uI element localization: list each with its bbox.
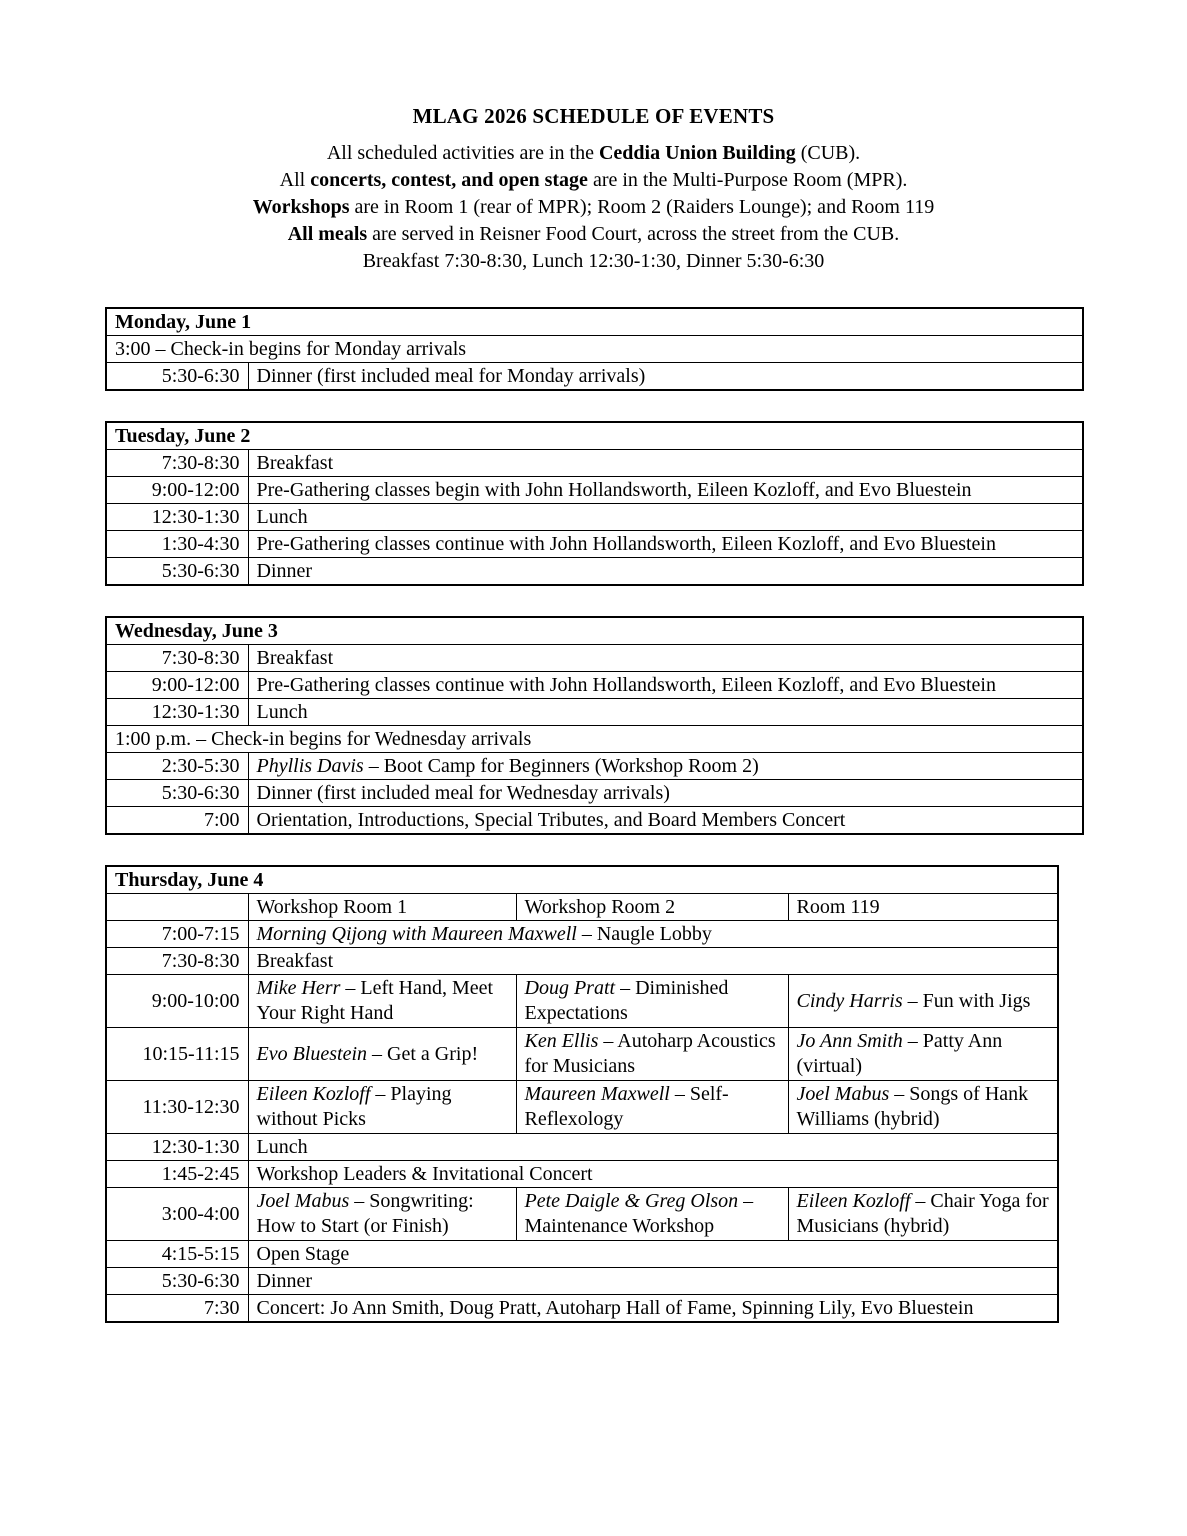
schedule-row bbox=[106, 477, 1083, 504]
bold-text: All meals bbox=[287, 223, 368, 245]
presenter-name: Ken Ellis bbox=[524, 1030, 599, 1052]
event-cell bbox=[248, 1241, 1058, 1268]
presenter-name: Mike Herr bbox=[256, 977, 341, 999]
presenter-name: Cindy Harris bbox=[796, 989, 903, 1012]
text-segment: All scheduled activities are in the bbox=[326, 142, 599, 164]
presenter-name: Eileen Kozloff bbox=[256, 1083, 371, 1105]
event-cell bbox=[248, 1295, 1058, 1323]
presenter-name: Jo Ann Smith bbox=[796, 1030, 903, 1052]
room-header: Room 119 bbox=[788, 894, 1058, 921]
bold-text: concerts, contest, and open stage bbox=[310, 169, 588, 191]
text-segment: Breakfast bbox=[256, 950, 334, 972]
time-cell: 7:30 bbox=[106, 1295, 248, 1323]
schedule-row bbox=[106, 531, 1083, 558]
intro-line bbox=[105, 140, 1082, 167]
event-cell bbox=[248, 672, 1083, 699]
presenter-name: Morning Qijong with Maureen Maxwell bbox=[256, 923, 577, 945]
time-cell: 3:00-4:00 bbox=[106, 1188, 248, 1241]
workshop-cell bbox=[248, 975, 516, 1028]
schedule-row bbox=[106, 807, 1083, 835]
schedule-table-monday bbox=[105, 307, 1084, 391]
text-segment: Lunch bbox=[256, 1136, 308, 1158]
bold-text: Ceddia Union Building bbox=[598, 142, 796, 164]
schedule-row bbox=[106, 1081, 1058, 1134]
time-cell: 10:15-11:15 bbox=[106, 1028, 248, 1081]
text-segment: Open Stage bbox=[256, 1243, 350, 1265]
text-segment: Breakfast bbox=[256, 452, 334, 474]
workshop-cell bbox=[788, 1081, 1058, 1134]
text-segment: – Diminished Expectations bbox=[524, 977, 729, 1024]
schedule-row bbox=[106, 1134, 1058, 1161]
time-cell: 5:30-6:30 bbox=[106, 363, 248, 391]
time-cell: 5:30-6:30 bbox=[106, 1268, 248, 1295]
day-header: Tuesday, June 2 bbox=[106, 422, 1083, 450]
text-segment: Dinner (first included meal for Wednesday arrivals) bbox=[256, 782, 670, 804]
text-segment: – Self-Reflexology bbox=[524, 1083, 729, 1130]
event-cell bbox=[248, 948, 1058, 975]
day-header: Wednesday, June 3 bbox=[106, 617, 1083, 645]
event-cell bbox=[248, 558, 1083, 586]
text-segment: are in Room 1 (rear of MPR); Room 2 (Raiders Lounge); and Room 119 bbox=[349, 196, 935, 218]
schedule-row bbox=[106, 948, 1058, 975]
time-cell: 12:30-1:30 bbox=[106, 1134, 248, 1161]
event-cell bbox=[248, 1268, 1058, 1295]
presenter-name: Maureen Maxwell bbox=[524, 1083, 670, 1105]
text-segment: – Fun with Jigs bbox=[902, 989, 1031, 1012]
text-segment: 1:00 p.m. – Check-in begins for Wednesday arrivals bbox=[115, 728, 532, 750]
time-cell: 7:00 bbox=[106, 807, 248, 835]
event-cell bbox=[248, 807, 1083, 835]
presenter-name: Phyllis Davis bbox=[256, 755, 364, 777]
text-segment: All bbox=[279, 169, 311, 191]
text-segment: are in the Multi-Purpose Room (MPR). bbox=[587, 169, 908, 191]
schedule-row bbox=[106, 726, 1083, 753]
schedule-table-wednesday bbox=[105, 616, 1084, 835]
workshop-cell bbox=[248, 1188, 516, 1241]
time-cell: 9:00-12:00 bbox=[106, 672, 248, 699]
schedule-row bbox=[106, 1161, 1058, 1188]
workshop-cell bbox=[516, 1081, 788, 1134]
text-segment: – Get a Grip! bbox=[367, 1042, 479, 1065]
text-segment: are served in Reisner Food Court, across the street from the CUB. bbox=[367, 223, 900, 245]
event-cell bbox=[248, 504, 1083, 531]
time-cell: 7:30-8:30 bbox=[106, 450, 248, 477]
event-cell bbox=[248, 363, 1083, 391]
time-cell: 7:30-8:30 bbox=[106, 948, 248, 975]
presenter-name: Eileen Kozloff bbox=[796, 1190, 911, 1212]
intro-line bbox=[105, 167, 1082, 194]
intro-line bbox=[105, 248, 1082, 275]
time-cell: 1:30-4:30 bbox=[106, 531, 248, 558]
text-segment: Concert: Jo Ann Smith, Doug Pratt, Autoharp Hall of Fame, Spinning Lily, Evo Bluestein bbox=[256, 1297, 974, 1319]
day-header: Monday, June 1 bbox=[106, 308, 1083, 336]
event-cell bbox=[248, 1134, 1058, 1161]
workshop-cell bbox=[516, 1028, 788, 1081]
text-segment: – Maintenance Workshop bbox=[524, 1190, 754, 1237]
event-cell bbox=[248, 531, 1083, 558]
room-header: Workshop Room 2 bbox=[516, 894, 788, 921]
time-cell: 11:30-12:30 bbox=[106, 1081, 248, 1134]
text-segment: Workshop Leaders & Invitational Concert bbox=[256, 1163, 593, 1185]
event-cell bbox=[248, 699, 1083, 726]
text-segment: Breakfast bbox=[256, 647, 334, 669]
text-segment: Breakfast 7:30-8:30, Lunch 12:30-1:30, Dinner 5:30-6:30 bbox=[362, 250, 825, 272]
time-cell: 9:00-10:00 bbox=[106, 975, 248, 1028]
schedule-row bbox=[106, 645, 1083, 672]
time-cell: 12:30-1:30 bbox=[106, 504, 248, 531]
time-cell bbox=[106, 894, 248, 921]
event-cell bbox=[106, 726, 1083, 753]
event-cell bbox=[248, 645, 1083, 672]
event-cell bbox=[106, 336, 1083, 363]
schedule-row bbox=[106, 504, 1083, 531]
text-segment: Dinner bbox=[256, 560, 313, 582]
text-segment: (CUB). bbox=[795, 142, 861, 164]
presenter-name: Joel Mabus bbox=[796, 1083, 890, 1105]
time-cell: 2:30-5:30 bbox=[106, 753, 248, 780]
event-cell bbox=[248, 450, 1083, 477]
text-segment: Pre-Gathering classes continue with John Hollandsworth, Eileen Kozloff, and Evo Bluestein bbox=[256, 674, 996, 696]
presenter-name: Doug Pratt bbox=[524, 977, 616, 999]
workshop-cell bbox=[788, 1028, 1058, 1081]
event-cell bbox=[248, 753, 1083, 780]
intro-paragraph bbox=[105, 140, 1082, 275]
schedule-table-thursday bbox=[105, 865, 1059, 1323]
schedule-row bbox=[106, 753, 1083, 780]
text-segment: Pre-Gathering classes begin with John Hollandsworth, Eileen Kozloff, and Evo Bluestein bbox=[256, 479, 972, 501]
workshop-cell bbox=[248, 1081, 516, 1134]
schedule-tables bbox=[105, 307, 1082, 1323]
intro-line bbox=[105, 194, 1082, 221]
presenter-name: Pete Daigle & Greg Olson bbox=[524, 1190, 739, 1212]
bold-text: Workshops bbox=[252, 196, 350, 218]
time-cell: 5:30-6:30 bbox=[106, 780, 248, 807]
time-cell: 12:30-1:30 bbox=[106, 699, 248, 726]
text-segment: Lunch bbox=[256, 506, 308, 528]
schedule-row bbox=[106, 558, 1083, 586]
event-cell bbox=[248, 780, 1083, 807]
schedule-row bbox=[106, 1295, 1058, 1323]
event-cell bbox=[248, 477, 1083, 504]
text-segment: – Patty Ann (virtual) bbox=[796, 1030, 1003, 1077]
text-segment: – Left Hand, Meet Your Right Hand bbox=[256, 977, 494, 1024]
presenter-name: Joel Mabus bbox=[256, 1190, 350, 1212]
intro-line bbox=[105, 221, 1082, 248]
text-segment: Pre-Gathering classes continue with John Hollandsworth, Eileen Kozloff, and Evo Bluestein bbox=[256, 533, 996, 555]
day-title-row bbox=[106, 866, 1058, 894]
schedule-row bbox=[106, 1188, 1058, 1241]
schedule-table-tuesday bbox=[105, 421, 1084, 586]
time-cell: 1:45-2:45 bbox=[106, 1161, 248, 1188]
text-segment: – Songwriting: How to Start (or Finish) bbox=[256, 1190, 474, 1237]
text-segment: – Boot Camp for Beginners (Workshop Room 2) bbox=[363, 755, 759, 777]
text-segment: – Autoharp Acoustics for Musicians bbox=[524, 1030, 776, 1077]
time-cell: 9:00-12:00 bbox=[106, 477, 248, 504]
schedule-row bbox=[106, 894, 1058, 921]
schedule-row bbox=[106, 1241, 1058, 1268]
schedule-row bbox=[106, 1028, 1058, 1081]
workshop-cell bbox=[516, 1188, 788, 1241]
time-cell: 5:30-6:30 bbox=[106, 558, 248, 586]
text-segment: – Playing without Picks bbox=[256, 1083, 452, 1130]
workshop-cell bbox=[788, 975, 1058, 1028]
schedule-row bbox=[106, 975, 1058, 1028]
text-segment: Dinner bbox=[256, 1270, 313, 1292]
day-title-row bbox=[106, 308, 1083, 336]
text-segment: – Naugle Lobby bbox=[576, 923, 712, 945]
day-title-row bbox=[106, 422, 1083, 450]
event-cell bbox=[248, 921, 1058, 948]
page-title: MLAG 2026 SCHEDULE OF EVENTS bbox=[412, 104, 775, 128]
schedule-row bbox=[106, 699, 1083, 726]
workshop-cell bbox=[788, 1188, 1058, 1241]
schedule-row bbox=[106, 363, 1083, 391]
text-segment: 3:00 – Check-in begins for Monday arrivals bbox=[115, 338, 467, 360]
schedule-row bbox=[106, 672, 1083, 699]
time-cell: 7:00-7:15 bbox=[106, 921, 248, 948]
schedule-row bbox=[106, 780, 1083, 807]
schedule-row bbox=[106, 921, 1058, 948]
text-segment: Orientation, Introductions, Special Tributes, and Board Members Concert bbox=[256, 809, 846, 831]
text-segment: Dinner (first included meal for Monday arrivals) bbox=[256, 365, 646, 387]
workshop-cell bbox=[248, 1028, 516, 1081]
event-cell bbox=[248, 1161, 1058, 1188]
time-cell: 7:30-8:30 bbox=[106, 645, 248, 672]
text-segment: Lunch bbox=[256, 701, 308, 723]
day-header: Thursday, June 4 bbox=[106, 866, 1058, 894]
room-header: Workshop Room 1 bbox=[248, 894, 516, 921]
workshop-cell bbox=[516, 975, 788, 1028]
text-segment: – Chair Yoga for Musicians (hybrid) bbox=[796, 1190, 1049, 1237]
schedule-row bbox=[106, 1268, 1058, 1295]
text-segment: – Songs of Hank Williams (hybrid) bbox=[796, 1083, 1029, 1130]
schedule-row bbox=[106, 336, 1083, 363]
presenter-name: Evo Bluestein bbox=[256, 1042, 368, 1065]
schedule-row bbox=[106, 450, 1083, 477]
time-cell: 4:15-5:15 bbox=[106, 1241, 248, 1268]
day-title-row bbox=[106, 617, 1083, 645]
